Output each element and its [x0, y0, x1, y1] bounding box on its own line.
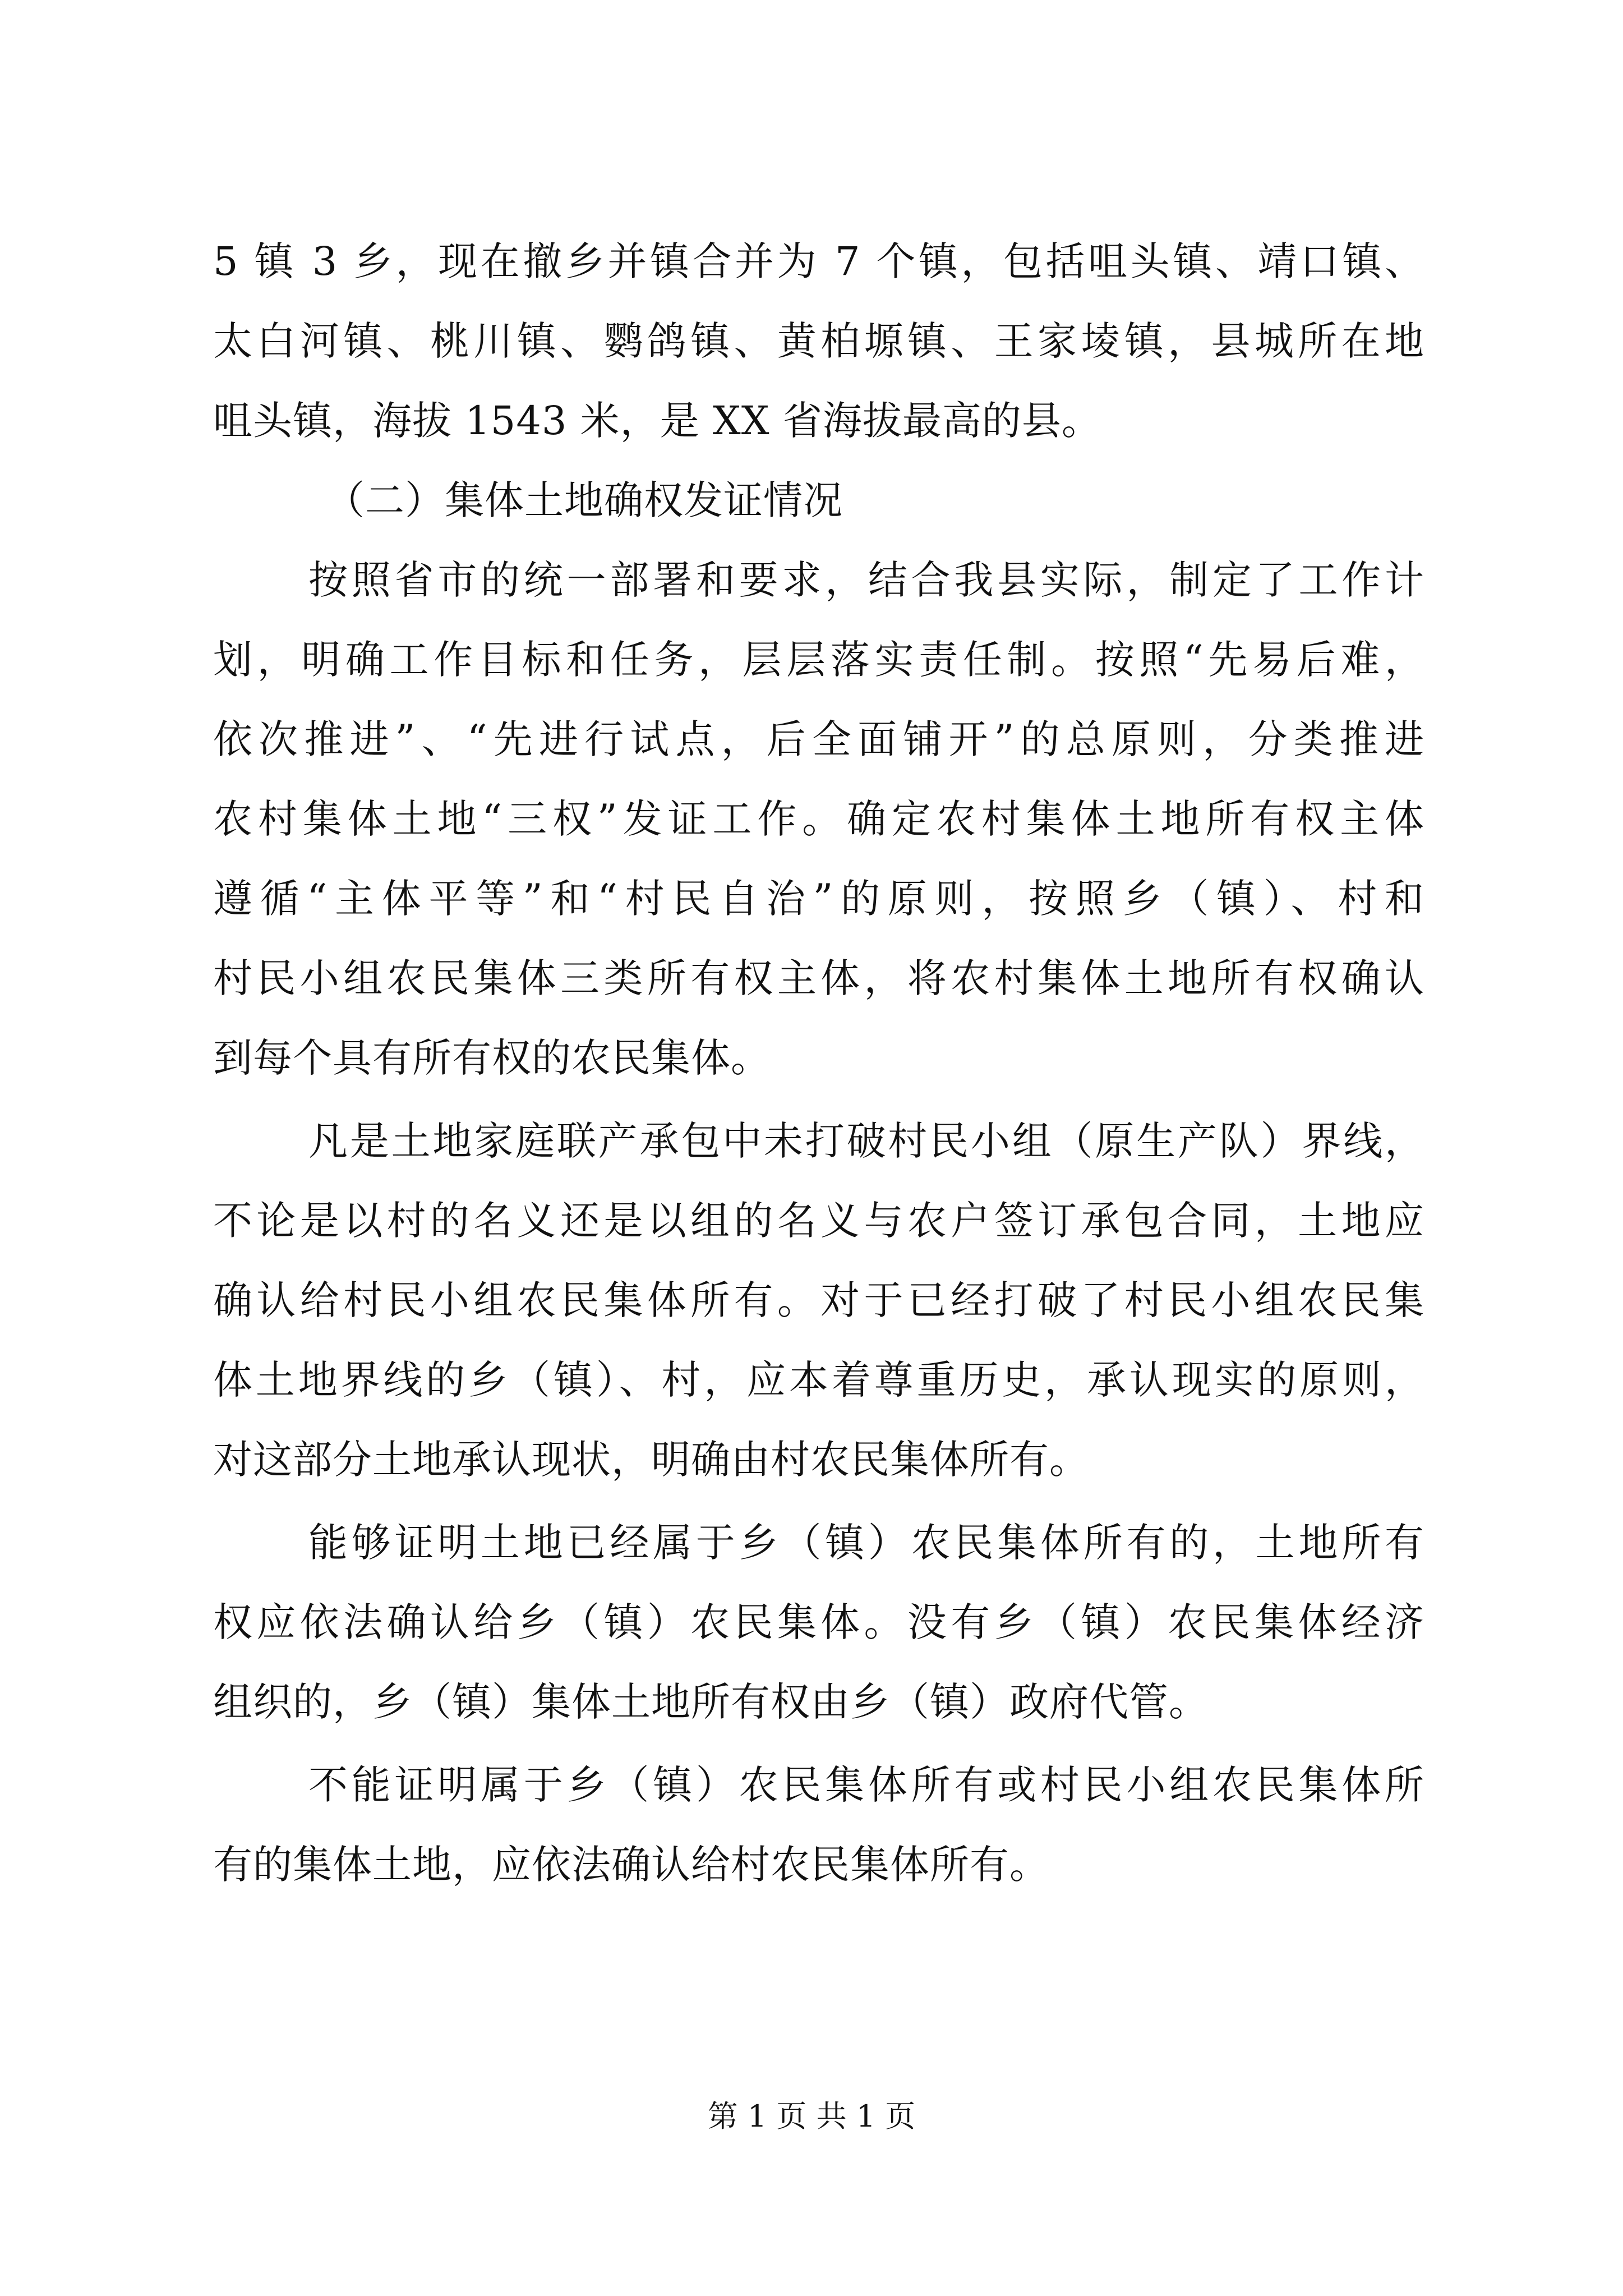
text-line: 不能证明属于乡（镇）农民集体所有或村民小组农民集体所	[308, 1762, 1424, 1808]
text-line: 对这部分土地承认现状，明确由村农民集体所有。	[213, 1437, 1089, 1483]
text-line: 到每个具有所有权的农民集体。	[213, 1035, 771, 1081]
text-line: 凡是土地家庭联产承包中未打破村民小组（原生产队）界线，	[308, 1118, 1424, 1164]
text-line: 遵循“主体平等”和“村民自治”的原则，按照乡（镇）、村和	[213, 876, 1424, 922]
text-line: 确认给村民小组农民集体所有。对于已经打破了村民小组农民集	[213, 1277, 1424, 1323]
paragraph-work-plan	[213, 540, 1424, 1098]
text-line: 太白河镇、桃川镇、鹦鸽镇、黄柏塬镇、王家堎镇，县城所在地	[213, 318, 1424, 364]
page-number-footer: 第 1 页 共 1 页	[707, 2099, 916, 2134]
text-line: 按照省市的统一部署和要求，结合我县实际，制定了工作计	[308, 557, 1424, 603]
paragraph-townships	[213, 222, 1424, 461]
text-line: 有的集体土地，应依法确认给村农民集体所有。	[213, 1842, 1049, 1888]
text-line: 村民小组农民集体三类所有权主体，将农村集体土地所有权确认	[213, 955, 1424, 1001]
text-line: 咀头镇，海拔 1543 米，是 XX 省海拔最高的县。	[213, 398, 1101, 444]
text-line: 依次推进”、“先进行试点，后全面铺开”的总原则，分类推进	[213, 716, 1424, 762]
paragraph-village-ownership	[213, 1745, 1424, 1904]
text-line: 权应依法确认给乡（镇）农民集体。没有乡（镇）农民集体经济	[213, 1599, 1424, 1645]
text-line: 组织的，乡（镇）集体土地所有权由乡（镇）政府代管。	[213, 1679, 1209, 1725]
text-line: 划，明确工作目标和任务，层层落实责任制。按照“先易后难，	[213, 637, 1424, 683]
paragraph-township-ownership	[213, 1503, 1424, 1742]
section-heading: （二）集体土地确权发证情况	[325, 477, 843, 523]
text-line: 能够证明土地已经属于乡（镇）农民集体所有的，土地所有	[308, 1520, 1424, 1566]
text-line: 体土地界线的乡（镇）、村，应本着尊重历史，承认现实的原则，	[213, 1357, 1424, 1403]
text-line: 不论是以村的名义还是以组的名义与农户签订承包合同，土地应	[213, 1198, 1424, 1244]
text-line: 农村集体土地“三权”发证工作。确定农村集体土地所有权主体	[213, 796, 1424, 842]
paragraph-village-groups	[213, 1101, 1424, 1499]
document-body	[213, 222, 1424, 1904]
text-line: 5 镇 3 乡，现在撤乡并镇合并为 7 个镇，包括咀头镇、靖口镇、	[213, 238, 1424, 284]
